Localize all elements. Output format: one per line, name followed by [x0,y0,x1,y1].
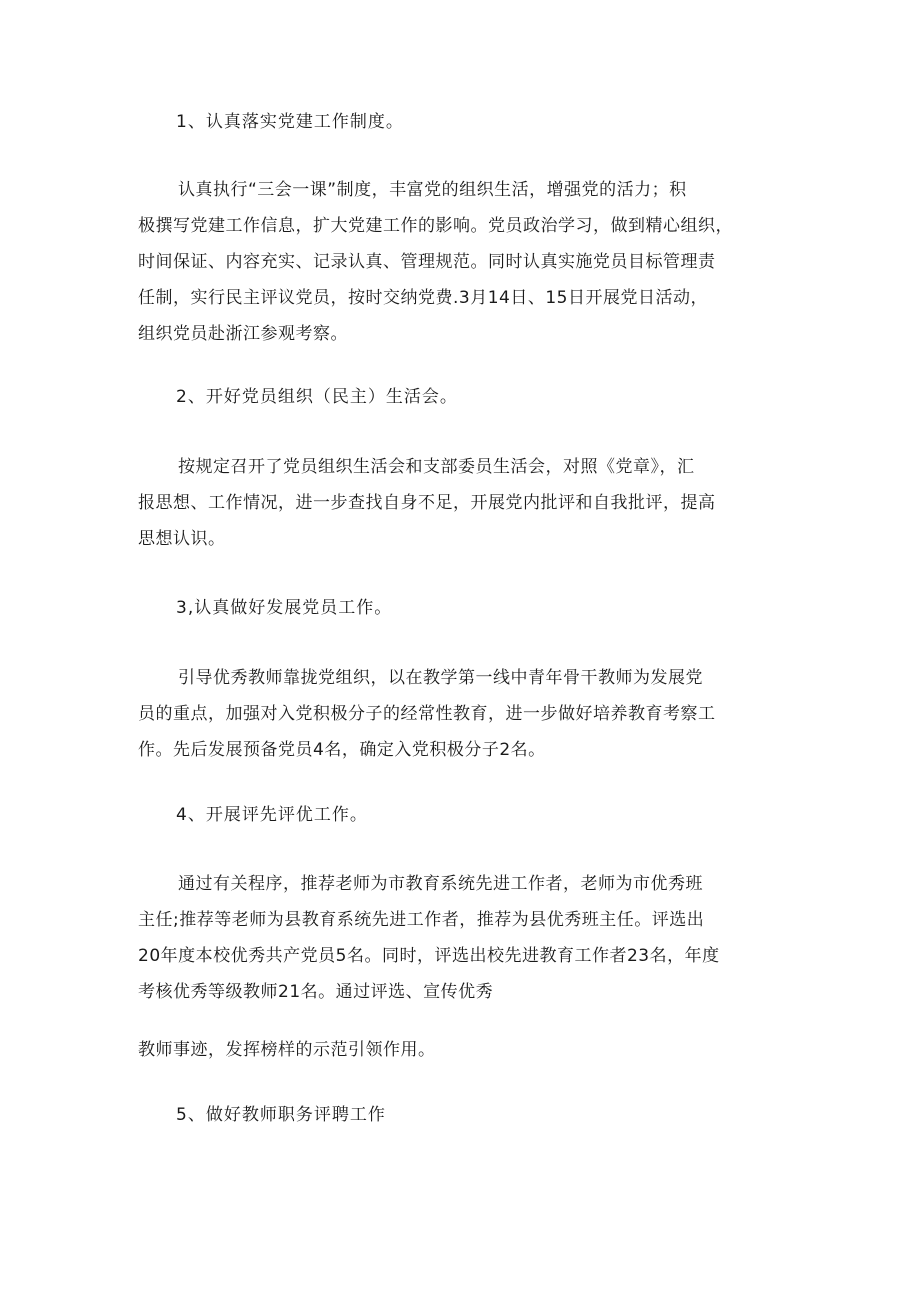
paragraph-line: 思想认识。 [138,529,226,549]
section-2-paragraph [138,449,788,557]
section-4-heading: 4、开展评先评优工作。 [176,805,368,825]
paragraph-line: 主任;推荐等老师为县教育系统先进工作者，推荐为县优秀班主任。评选出 [138,910,705,930]
paragraph-line: 通过有关程序，推荐老师为市教育系统先进工作者，老师为市优秀班 [178,874,703,894]
section-3-heading: 3,认真做好发展党员工作。 [176,598,393,618]
paragraph-line: 时间保证、内容充实、记录认真、管理规范。同时认真实施党员目标管理责 [138,252,716,272]
section-1-paragraph [138,172,788,352]
section-3-paragraph [138,660,788,768]
section-5-heading: 5、做好教师职务评聘工作 [176,1105,386,1125]
section-4-continuation [138,1032,788,1068]
section-2-heading: 2、开好党员组织（民主）生活会。 [176,387,458,407]
paragraph-line: 员的重点，加强对入党积极分子的经常性教育，进一步做好培养教育考察工 [138,704,716,724]
paragraph-line: 引导优秀教师靠拢党组织，以在教学第一线中青年骨干教师为发展党 [178,668,703,688]
paragraph-line: 报思想、工作情况，进一步查找自身不足，开展党内批评和自我批评，提高 [138,493,716,513]
paragraph-line: 教师事迹，发挥榜样的示范引领作用。 [138,1040,436,1060]
paragraph-line: 考核优秀等级教师21名。通过评选、宣传优秀 [138,982,494,1002]
section-1-heading: 1、认真落实党建工作制度。 [176,112,404,132]
paragraph-line: 组织党员赴浙江参观考察。 [138,324,348,344]
paragraph-line: 作。先后发展预备党员4名，确定入党积极分子2名。 [138,740,546,760]
paragraph-line: 任制，实行民主评议党员，按时交纳党费.3月14日、15日开展党日活动， [138,288,708,308]
paragraph-line: 按规定召开了党员组织生活会和支部委员生活会，对照《党章》，汇 [178,457,695,477]
paragraph-line: 20年度本校优秀共产党员5名。同时，评选出校先进教育工作者23名，年度 [138,946,720,966]
section-4-paragraph [138,866,788,1010]
paragraph-line: 极撰写党建工作信息，扩大党建工作的影响。党员政治学习，做到精心组织， [138,216,733,236]
paragraph-line: 认真执行“三会一课”制度，丰富党的组织生活，增强党的活力；积 [178,180,687,200]
